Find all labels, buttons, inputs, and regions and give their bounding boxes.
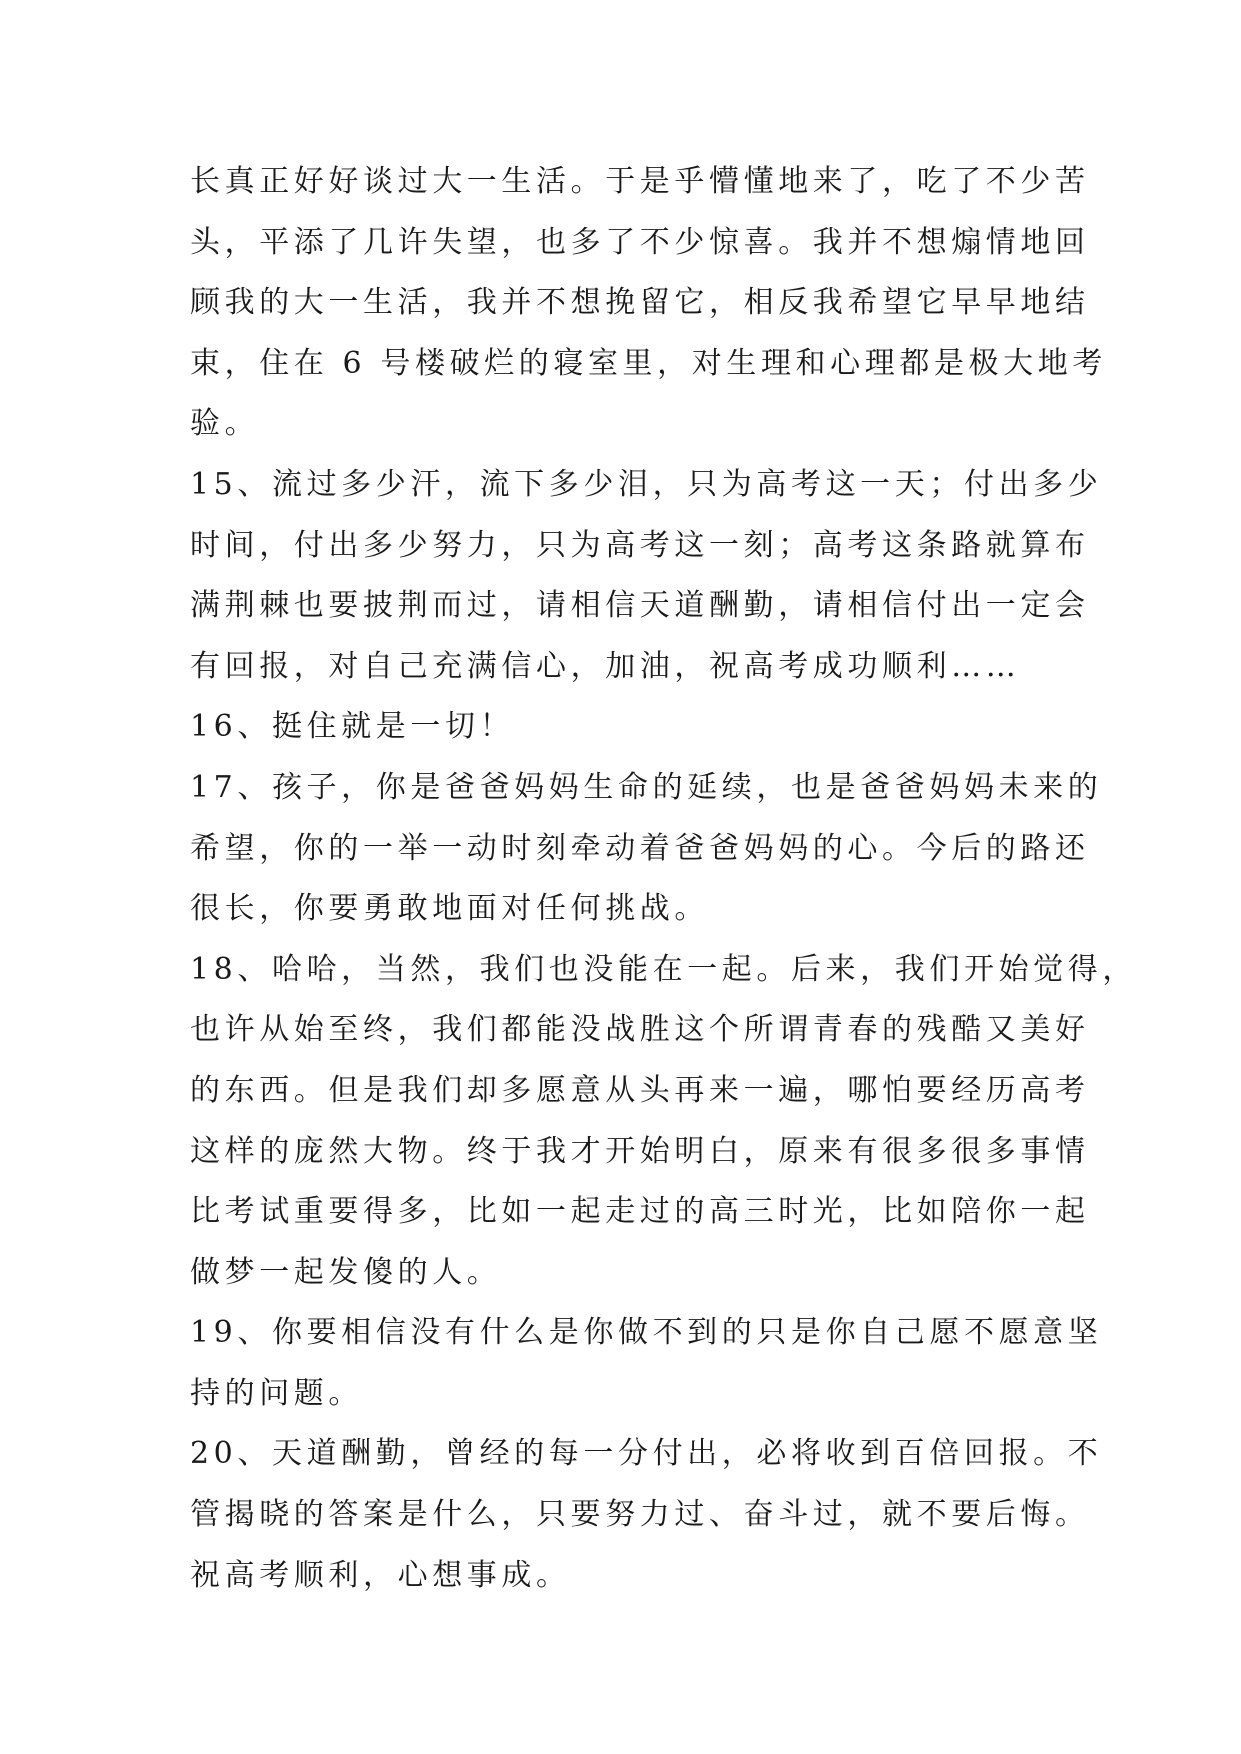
text-line: 也许从始至终，我们都能没战胜这个所谓青春的残酷又美好 — [190, 1012, 1090, 1048]
text-line: 16、挺住就是一切！ — [190, 709, 515, 745]
text-line: 长真正好好谈过大一生活。于是乎懵懂地来了，吃了不少苦 — [190, 164, 1090, 199]
text-line: 有回报，对自己充满信心，加油，祝高考成功顺利…… — [190, 648, 1021, 684]
text-line: 头，平添了几许失望，也多了不少惊喜。我并不想煽情地回 — [190, 224, 1090, 260]
text-line: 束，住在 6 号楼破烂的寝室里，对生理和心理都是极大地考 — [190, 345, 1107, 381]
text-line: 18、哈哈，当然，我们也没能在一起。后来，我们开始觉得， — [190, 951, 1137, 987]
text-line: 验。 — [190, 406, 260, 442]
text-line: 的东西。但是我们却多愿意从头再来一遍，哪怕要经历高考 — [190, 1072, 1090, 1108]
text-line: 15、流过多少汗，流下多少泪，只为高考这一天；付出多少 — [190, 466, 1103, 502]
text-line: 19、你要相信没有什么是你做不到的只是你自己愿不愿意坚 — [190, 1315, 1103, 1351]
text-line: 满荆棘也要披荆而过，请相信天道酬勤，请相信付出一定会 — [190, 588, 1090, 624]
text-line: 17、孩子，你是爸爸妈妈生命的延续，也是爸爸妈妈未来的 — [190, 769, 1103, 805]
text-line: 希望，你的一举一动时刻牵动着爸爸妈妈的心。今后的路还 — [190, 830, 1090, 866]
text-line: 顾我的大一生活，我并不想挽留它，相反我希望它早早地结 — [190, 285, 1090, 321]
text-line: 很长，你要勇敢地面对任何挑战。 — [190, 891, 709, 927]
text-line: 管揭晓的答案是什么，只要努力过、奋斗过，就不要后悔。 — [190, 1497, 1090, 1533]
document-body — [190, 152, 1137, 1606]
text-line: 比考试重要得多，比如一起走过的高三时光，比如陪你一起 — [190, 1194, 1090, 1230]
text-line: 这样的庞然大物。终于我才开始明白，原来有很多很多事情 — [190, 1133, 1090, 1169]
text-line: 时间，付出多少努力，只为高考这一刻；高考这条路就算布 — [190, 527, 1090, 563]
text-line: 祝高考顺利，心想事成。 — [190, 1557, 571, 1593]
text-line: 持的问题。 — [190, 1375, 363, 1411]
text-line: 做梦一起发傻的人。 — [190, 1254, 502, 1290]
text-line: 20、天道酬勤，曾经的每一分付出，必将收到百倍回报。不 — [190, 1436, 1103, 1472]
